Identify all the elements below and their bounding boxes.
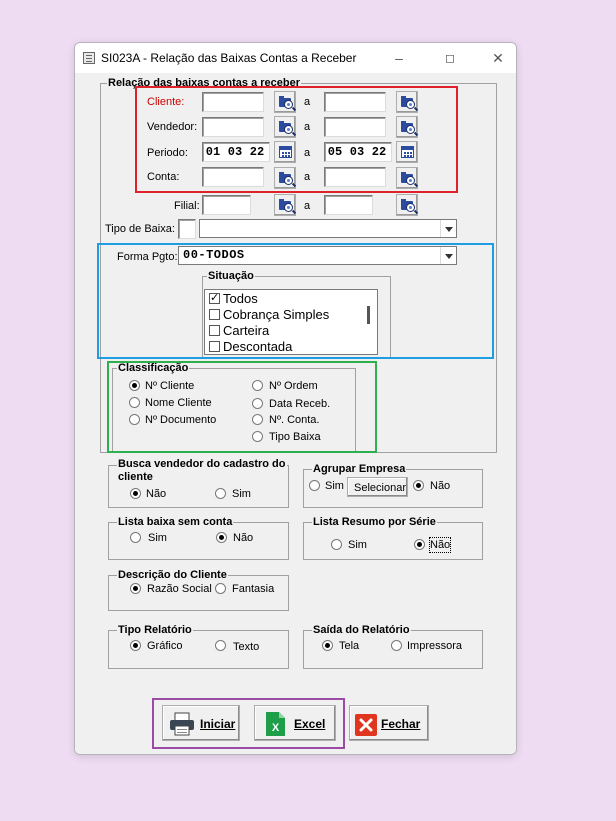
forma-pgto-label: Forma Pgto:: [117, 251, 178, 263]
situacao-item[interactable]: Descontada: [223, 339, 293, 354]
classificacao-radio-n-conta[interactable]: [252, 414, 263, 425]
descricao-cliente-title: Descrição do Cliente: [118, 569, 227, 581]
busca-vendedor-label-sim: Sim: [232, 488, 251, 500]
cliente-label: Cliente:: [147, 96, 185, 108]
magnifier-icon: [285, 101, 292, 108]
title-bar: [75, 43, 516, 73]
close-icon: [355, 714, 377, 736]
classificacao-option-label: Data Receb.: [269, 398, 331, 410]
chevron-down-icon[interactable]: [440, 247, 456, 264]
chevron-down-icon[interactable]: [440, 220, 456, 237]
tipo-relatorio-radio-grafico[interactable]: [130, 640, 141, 651]
situacao-title: Situação: [208, 270, 254, 282]
lista-baixa-label-nao: Não: [233, 532, 254, 544]
periodo-to-month[interactable]: 03: [349, 145, 365, 159]
vendedor-label: Vendedor:: [147, 121, 198, 133]
cliente-a-label: a: [304, 96, 311, 108]
periodo-to-year[interactable]: 22: [371, 145, 387, 159]
svg-text:X: X: [271, 722, 280, 734]
tipo-relatorio-label-texto: Texto: [233, 641, 260, 653]
magnifier-icon: [407, 204, 414, 211]
descricao-radio-razao-social[interactable]: [130, 583, 141, 594]
agrupar-empresa-radio-sim[interactable]: [309, 480, 320, 491]
busca-vendedor-label-nao: Não: [146, 488, 167, 500]
tipo-baixa-code-input[interactable]: [178, 219, 196, 239]
vendedor-to-search-button[interactable]: [396, 116, 418, 138]
filial-to-search-button[interactable]: [396, 194, 418, 216]
excel-button-label: Excel: [294, 717, 326, 731]
forma-pgto-select[interactable]: [178, 246, 457, 265]
periodo-from-date[interactable]: [202, 142, 270, 162]
situacao-checkbox-carteira[interactable]: [209, 325, 220, 336]
magnifier-icon: [285, 126, 292, 133]
classificacao-radio-data-receb[interactable]: [252, 398, 263, 409]
forma-pgto-value: 00-TODOS: [183, 248, 245, 262]
fechar-button[interactable]: [349, 705, 429, 741]
selecionar-button-label: Selecionar: [354, 482, 406, 494]
classificacao-radio-n-cliente[interactable]: [129, 380, 140, 391]
classificacao-radio-n-ordem[interactable]: [252, 380, 263, 391]
periodo-from-year[interactable]: 22: [249, 145, 265, 159]
conta-from-input[interactable]: [202, 167, 264, 187]
vendedor-to-input[interactable]: [324, 117, 386, 137]
periodo-to-day[interactable]: 05: [327, 145, 343, 159]
window-client-area: [75, 73, 516, 754]
classificacao-title: Classificação: [118, 362, 189, 374]
tipo-baixa-label: Tipo de Baixa:: [105, 223, 175, 235]
excel-button[interactable]: [254, 705, 336, 741]
periodo-from-month[interactable]: 03: [227, 145, 243, 159]
saida-relatorio-title: Saída do Relatório: [313, 624, 410, 636]
group-busca-vendedor: [108, 458, 289, 508]
maximize-icon[interactable]: ◻: [445, 51, 455, 65]
saida-relatorio-radio-tela[interactable]: [322, 640, 333, 651]
tipo-relatorio-label-grafico: Gráfico: [147, 640, 183, 652]
lista-resumo-title: Lista Resumo por Série: [313, 516, 436, 528]
conta-a-label: a: [304, 171, 311, 183]
periodo-label: Periodo:: [147, 147, 188, 159]
lista-baixa-title: Lista baixa sem conta: [118, 516, 233, 528]
filial-label: Filial:: [174, 200, 200, 212]
periodo-to-date[interactable]: [324, 142, 392, 162]
periodo-a-label: a: [304, 147, 311, 159]
saida-relatorio-label-impressora: Impressora: [407, 640, 463, 652]
descricao-label-fantasia: Fantasia: [232, 583, 275, 595]
situacao-checkbox-descontada[interactable]: [209, 341, 220, 352]
printer-icon: [169, 712, 195, 736]
window-title: SI023A - Relação das Baixas Contas a Receber: [101, 51, 357, 65]
situacao-scrollbar-thumb[interactable]: [367, 306, 370, 324]
tipo-relatorio-title: Tipo Relatório: [118, 624, 192, 636]
situacao-item[interactable]: Cobrança Simples: [223, 307, 330, 322]
iniciar-button-label: Iniciar: [200, 717, 236, 731]
app-icon: [83, 52, 95, 64]
classificacao-radio-tipo-baixa[interactable]: [252, 431, 263, 442]
magnifier-icon: [285, 177, 292, 184]
close-icon[interactable]: ✕: [492, 50, 504, 66]
periodo-to-calendar-button[interactable]: [396, 141, 418, 163]
fechar-button-label: Fechar: [381, 717, 421, 731]
periodo-from-day[interactable]: 01: [205, 145, 221, 159]
descricao-label-razao-social: Razão Social: [147, 583, 212, 595]
classificacao-option-label: Nº Documento: [145, 414, 217, 426]
classificacao-option-label: Nome Cliente: [145, 397, 212, 409]
situacao-list[interactable]: [204, 289, 378, 355]
periodo-from-calendar-button[interactable]: [274, 141, 296, 163]
classificacao-option-label: Tipo Baixa: [269, 431, 321, 443]
agrupar-empresa-radio-nao[interactable]: [413, 480, 424, 491]
classificacao-option-label: Nº Cliente: [145, 380, 195, 392]
busca-vendedor-radio-nao[interactable]: [130, 488, 141, 499]
magnifier-icon: [407, 101, 414, 108]
magnifier-icon: [285, 204, 292, 211]
vendedor-from-input[interactable]: [202, 117, 264, 137]
agrupar-empresa-title: Agrupar Empresa: [313, 463, 406, 475]
tipo-relatorio-radio-texto[interactable]: [215, 640, 226, 651]
vendedor-from-search-button[interactable]: [274, 116, 296, 138]
busca-vendedor-title: Busca vendedor do cadastro do cliente: [118, 458, 286, 483]
conta-to-input[interactable]: [324, 167, 386, 187]
cliente-from-search-button[interactable]: [274, 91, 296, 113]
magnifier-icon: [407, 177, 414, 184]
classificacao-radio-nome-cliente[interactable]: [129, 397, 140, 408]
calendar-icon: [401, 146, 414, 158]
conta-from-search-button[interactable]: [274, 167, 296, 189]
minimize-icon[interactable]: –: [395, 50, 403, 66]
busca-vendedor-radio-sim[interactable]: [215, 488, 226, 499]
magnifier-icon: [407, 126, 414, 133]
report-window: [74, 42, 517, 755]
vendedor-a-label: a: [304, 121, 311, 133]
lista-resumo-label-nao: Não: [430, 539, 451, 551]
lista-resumo-radio-sim[interactable]: [331, 539, 342, 550]
classificacao-option-label: Nº Ordem: [269, 380, 318, 392]
lista-resumo-label-sim: Sim: [348, 539, 367, 551]
saida-relatorio-label-tela: Tela: [339, 640, 360, 652]
agrupar-empresa-label-sim: Sim: [325, 480, 344, 492]
group-title: Relação das baixas contas a receber: [108, 77, 300, 89]
situacao-checkbox-cobranca[interactable]: [209, 309, 220, 320]
cliente-from-input[interactable]: [202, 92, 264, 112]
tipo-baixa-select[interactable]: [199, 219, 457, 238]
situacao-item[interactable]: Carteira: [223, 323, 270, 338]
lista-baixa-label-sim: Sim: [148, 532, 167, 544]
conta-label: Conta:: [147, 171, 180, 183]
iniciar-button[interactable]: [162, 705, 240, 741]
lista-baixa-radio-nao[interactable]: [216, 532, 227, 543]
classificacao-radio-n-documento[interactable]: [129, 414, 140, 425]
excel-icon: [263, 711, 287, 737]
agrupar-empresa-label-nao: Não: [430, 480, 451, 492]
selecionar-button[interactable]: [347, 477, 408, 497]
calendar-icon: [279, 146, 292, 158]
filial-to-input[interactable]: [324, 195, 373, 215]
filial-a-label: a: [304, 200, 311, 212]
classificacao-option-label: Nº. Conta.: [269, 414, 320, 426]
group-lista-resumo: [303, 516, 483, 560]
situacao-item[interactable]: Todos: [223, 291, 258, 306]
lista-resumo-radio-nao[interactable]: [414, 539, 425, 550]
cliente-to-input[interactable]: [324, 92, 386, 112]
lista-baixa-radio-sim[interactable]: [130, 532, 141, 543]
descricao-radio-fantasia[interactable]: [215, 583, 226, 594]
filial-from-input[interactable]: [202, 195, 251, 215]
saida-relatorio-radio-impressora[interactable]: [391, 640, 402, 651]
filial-from-search-button[interactable]: [274, 194, 296, 216]
cliente-to-search-button[interactable]: [396, 91, 418, 113]
conta-to-search-button[interactable]: [396, 167, 418, 189]
situacao-checkbox-todos[interactable]: [209, 293, 220, 304]
